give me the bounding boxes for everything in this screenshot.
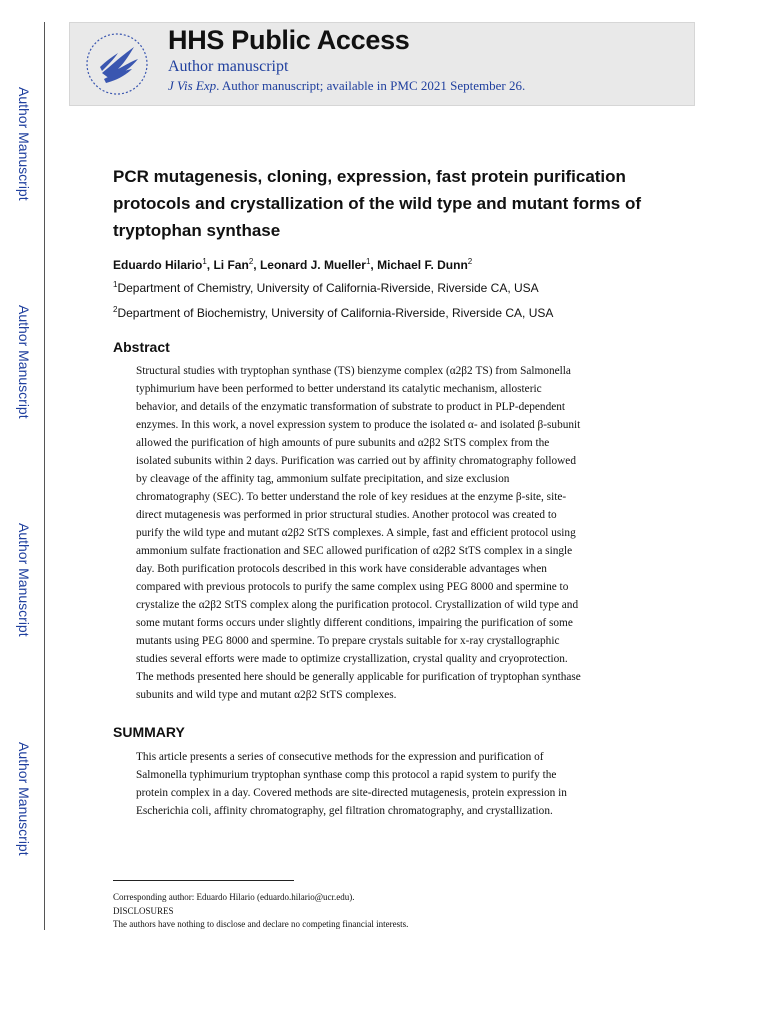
abstract-line: by cleavage of the affinity tag, ammonium sulfate precipitation, and size exclusion	[136, 473, 510, 485]
abstract-heading: Abstract	[113, 339, 170, 355]
abstract-line: The methods presented here should be generally applicable for purification of tryptophan synthase	[136, 671, 581, 683]
author-affiliation-marker: 1	[202, 257, 207, 266]
abstract-line: purify the wild type and mutant α2β2 StTS complexes. A simple, fast and efficient protocol using	[136, 527, 576, 539]
summary-line: This article presents a series of consecutive methods for the expression and purification of	[136, 751, 544, 763]
summary-line: protein complex in a day. Covered methods are site-directed mutagenesis, protein expression in	[136, 787, 567, 799]
abstract-line: allowed the purification of high amounts of pure subunits and α2β2 StTS complex from the	[136, 437, 550, 449]
summary-body	[136, 748, 636, 820]
author-manuscript-label: Author manuscript	[168, 58, 289, 75]
author-list: Eduardo Hilario$^1$, Li Fan$^2$, Leonard J. Mueller$^1$, Michael F. Dunn$^2$	[113, 257, 473, 272]
author-name: Eduardo Hilario	[113, 258, 203, 272]
author-name: Leonard J. Mueller	[259, 258, 366, 272]
footnote-rule	[113, 880, 294, 881]
journal-name: J Vis Exp	[168, 78, 217, 93]
abstract-line: mutants using PEG 8000 and spermine. To prepare crystals suitable for x-ray crystallographic	[136, 635, 560, 647]
affiliation-2: $^2$Department of Biochemistry, University of California-Riverside, Riverside CA, USA	[113, 305, 554, 320]
author-name: Li Fan	[213, 258, 249, 272]
abstract-line: enzymes. In this work, a novel expression system to produce the isolated α- and isolated β-subunit	[136, 419, 581, 431]
abstract-body	[136, 362, 636, 704]
abstract-line: compared with previous protocols to purify the same complex using PEG 8000 and spermine to	[136, 581, 569, 593]
margin-rule	[44, 22, 45, 930]
disclosures-heading: DISCLOSURES	[113, 906, 174, 916]
abstract-line: direct mutagenesis was performed in prior structural studies. Another protocol was created to	[136, 509, 557, 521]
article-title: PCR mutagenesis, cloning, expression, fast protein purification protocols and crystallization of the wild type and mutant forms of tryptophan synthase	[113, 167, 641, 240]
hhs-header-banner	[69, 22, 695, 106]
abstract-line: typhimurium have been performed to better understand its catalytic mechanism, allosteric	[136, 383, 542, 395]
abstract-line: day. Both purification protocols described in this work have considerable advantages when	[136, 563, 547, 575]
summary-line: Salmonella typhimurium tryptophan synthase comp this protocol a rapid system to purify the	[136, 769, 557, 781]
abstract-line: studies several efforts were made to optimize crystallization, crystal quality and cryoprotection.	[136, 653, 568, 665]
abstract-line: some mutant forms occurs under slightly different conditions, impairing the purification of some	[136, 617, 573, 629]
hhs-public-access-title: HHS Public Access	[168, 25, 410, 55]
abstract-line: crystalize the α2β2 StTS complex along the purification protocol. Crystallization of wild type and	[136, 599, 579, 611]
abstract-line: subunits and wild type and mutant α2β2 StTS complexes.	[136, 689, 397, 701]
abstract-line: ammonium sulfate fractionation and SEC allowed purification of α2β2 StTS complex in a single	[136, 545, 573, 557]
hhs-eagle-logo-icon	[82, 29, 152, 99]
author-affiliation-marker: 1	[365, 257, 371, 266]
availability-text: . Author manuscript; available in PMC 2021 September 26.	[216, 78, 526, 93]
corresponding-author-note: Corresponding author: Eduardo Hilario (eduardo.hilario@ucr.edu).	[113, 892, 355, 902]
disclosures-text: The authors have nothing to disclose and declare no competing financial interests.	[113, 919, 409, 929]
abstract-line: Structural studies with tryptophan synthase (TS) bienzyme complex (α2β2 TS) from Salmonella	[136, 365, 571, 377]
summary-line: Escherichia coli, affinity chromatography, gel filtration chromatography, and crystallization.	[136, 805, 553, 817]
affiliation-1: $^1$Department of Chemistry, University of California-Riverside, Riverside CA, USA	[113, 280, 539, 295]
abstract-line: behavior, and details of the enzymatic transformation of substrate to product in PLP-dependent	[136, 401, 566, 413]
summary-heading: SUMMARY	[113, 724, 185, 740]
author-affiliation-marker: 2	[248, 257, 254, 266]
abstract-line: isolated subunits within 2 days. Purification was carried out by affinity chromatography followed	[136, 455, 576, 467]
journal-availability-line	[168, 78, 525, 94]
abstract-line: chromatography (SEC). To better understand the role of key residues at the enzyme β-site, site-	[136, 491, 567, 503]
author-affiliation-marker: 2	[467, 257, 473, 266]
author-name: Michael F. Dunn	[377, 258, 468, 272]
